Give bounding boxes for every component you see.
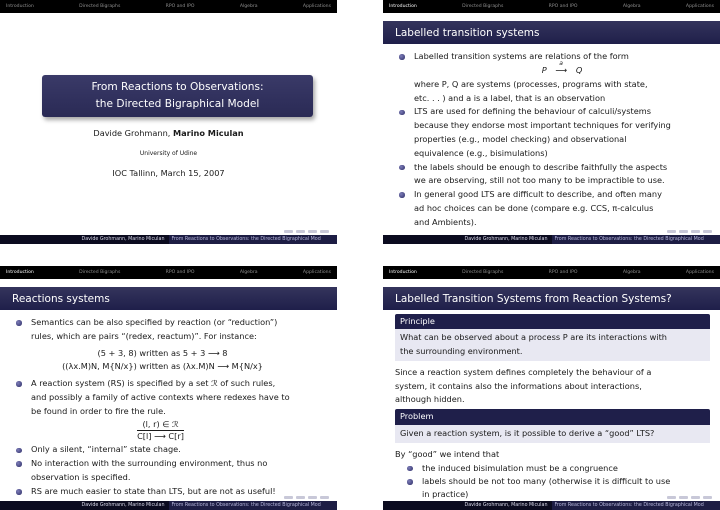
navigation-symbols[interactable] [284, 496, 329, 499]
bullet-item: In general good LTS are difficult to describe, and often many ad hoc choices can be done (compare e.g. CCS, π-calculus and Ambients). [395, 188, 710, 229]
footer-author: Davide Grohmann, Marino Miculan [383, 501, 552, 510]
presentation-title-line1: From Reactions to Observations: [91, 81, 264, 93]
bullet-item: No interaction with the surrounding environment, thus no observation is specified. [12, 457, 327, 485]
nav-item-applications[interactable]: Applications [685, 270, 714, 275]
problem-block-body: Given a reaction system, is it possible to derive a “good” LTS? [395, 425, 710, 443]
footer [0, 235, 337, 244]
nav-item-algebra[interactable]: Algebra [622, 270, 641, 275]
nav-item-introduction[interactable]: Introduction [6, 4, 34, 9]
nav-bar [0, 0, 337, 13]
nav-item-introduction[interactable]: Introduction [389, 4, 417, 9]
frame-title: Labelled Transition Systems from Reaction Systems? [383, 287, 720, 310]
presentation-title-line2: the Directed Bigraphical Model [95, 98, 260, 110]
footer [383, 235, 720, 244]
bullet-item: the labels should be enough to describe faithfully the aspects we are observing, still not too many to be impractible to use. [395, 161, 710, 189]
math-example-2: ((λx.M)N, M{N/x}) written as (λx.M)N ⟶ M{N/x} [62, 361, 263, 372]
navigation-symbols[interactable] [284, 230, 329, 233]
bullet-item: LTS are used for defining the behaviour of calculi/systems because they endorse most important techniques for verifying properties (e.g., model checking) and observational equivalence (e.g., bisimulations) [395, 105, 710, 160]
bullet-item: Only a silent, “internal” state chage. [12, 443, 327, 457]
footer-author: Davide Grohmann, Marino Miculan [0, 501, 169, 510]
slide-body [12, 316, 327, 499]
nav-item-applications[interactable]: Applications [302, 4, 331, 9]
slide-lts [383, 0, 720, 244]
bullet-item: Semantics can be also specified by reaction (or “reduction”) rules, which are pairs “(redex, reactum)”. For instance: [12, 316, 327, 344]
footer-author: Davide Grohmann, Marino Miculan [383, 235, 552, 244]
bullet-item: Labelled transition systems are relations of the form P a ⟶ Q where P, Q are systems (processes, programs with state, etc. . . ) and a is a label, that is an observation [395, 50, 710, 105]
principle-block-title: Principle [395, 314, 710, 329]
footer-title: From Reactions to Observations: the Directed Bigraphical Mod [169, 501, 338, 510]
nav-item-rpo-ipo[interactable]: RPO and IPO [548, 270, 578, 275]
nav-item-applications[interactable]: Applications [302, 270, 331, 275]
nav-item-algebra[interactable]: Algebra [239, 4, 258, 9]
slide-reactions [0, 266, 337, 510]
bullet-item: RS are much easier to state than LTS, but are not as useful! [12, 485, 327, 499]
footer [383, 501, 720, 510]
affiliation: University of Udine [139, 150, 198, 157]
navigation-symbols[interactable] [667, 230, 712, 233]
nav-item-directed-bigraphs[interactable]: Directed Bigraphs [462, 4, 504, 9]
footer-author: Davide Grohmann, Marino Miculan [0, 235, 169, 244]
problem-block-title: Problem [395, 409, 710, 424]
nav-item-rpo-ipo[interactable]: RPO and IPO [165, 4, 195, 9]
footer-title: From Reactions to Observations: the Directed Bigraphical Mod [552, 501, 720, 510]
principle-block-body: What can be observed about a process P are its interactions with the surrounding environment. [395, 329, 710, 361]
presentation-title-box [42, 75, 313, 117]
nav-item-directed-bigraphs[interactable]: Directed Bigraphs [79, 4, 121, 9]
footer [0, 501, 337, 510]
nav-item-algebra[interactable]: Algebra [622, 4, 641, 9]
slide-body [395, 50, 710, 230]
nav-item-directed-bigraphs[interactable]: Directed Bigraphs [79, 270, 121, 275]
nav-item-algebra[interactable]: Algebra [239, 270, 258, 275]
nav-item-directed-bigraphs[interactable]: Directed Bigraphs [462, 270, 504, 275]
author-name-bold: Marino Miculan [172, 128, 244, 138]
inference-rule: (l, r) ∈ ℛ C[l] ⟶ C[r] [137, 418, 184, 441]
paragraph: Since a reaction system defines completely the behaviour of a system, it contains also the informations about interactions, although hidden. [395, 367, 652, 405]
nav-bar [383, 0, 720, 13]
frame-title: Labelled transition systems [383, 21, 720, 44]
principle-block [395, 314, 710, 361]
footer-title: From Reactions to Observations: the Directed Bigraphical Mod [169, 235, 338, 244]
nav-item-introduction[interactable]: Introduction [389, 270, 417, 275]
transition-formula: P a ⟶ Q [541, 59, 583, 75]
nav-item-rpo-ipo[interactable]: RPO and IPO [548, 4, 578, 9]
authors [0, 128, 337, 138]
math-example-1: (5 + 3, 8) written as 5 + 3 ⟶ 8 [97, 347, 228, 358]
frame-title: Reactions systems [0, 287, 337, 310]
nav-item-introduction[interactable]: Introduction [6, 270, 34, 275]
nav-item-rpo-ipo[interactable]: RPO and IPO [165, 270, 195, 275]
bullet-item: A reaction system (RS) is specified by a set ℛ of such rules, and possibly a family of active contexts where redexes have to be found in order to fire the rule. [12, 377, 327, 418]
bullet-item: the induced bisimulation must be a congruence [403, 462, 710, 475]
footer-title: From Reactions to Observations: the Directed Bigraphical Mod [552, 235, 720, 244]
nav-bar [0, 266, 337, 279]
problem-block [395, 409, 710, 443]
slide-lts-from-rs [383, 266, 720, 510]
slide-title [0, 0, 337, 244]
by-good-text: By “good” we intend that [395, 449, 500, 460]
nav-item-applications[interactable]: Applications [685, 4, 714, 9]
bullet-item: labels should be not too many (otherwise it is difficult to use in practice) [403, 475, 710, 502]
navigation-symbols[interactable] [667, 496, 712, 499]
author-name: Davide Grohmann, [93, 128, 173, 138]
slide-body [395, 314, 710, 502]
nav-bar [383, 266, 720, 279]
venue-date: IOC Tallinn, March 15, 2007 [112, 168, 225, 178]
